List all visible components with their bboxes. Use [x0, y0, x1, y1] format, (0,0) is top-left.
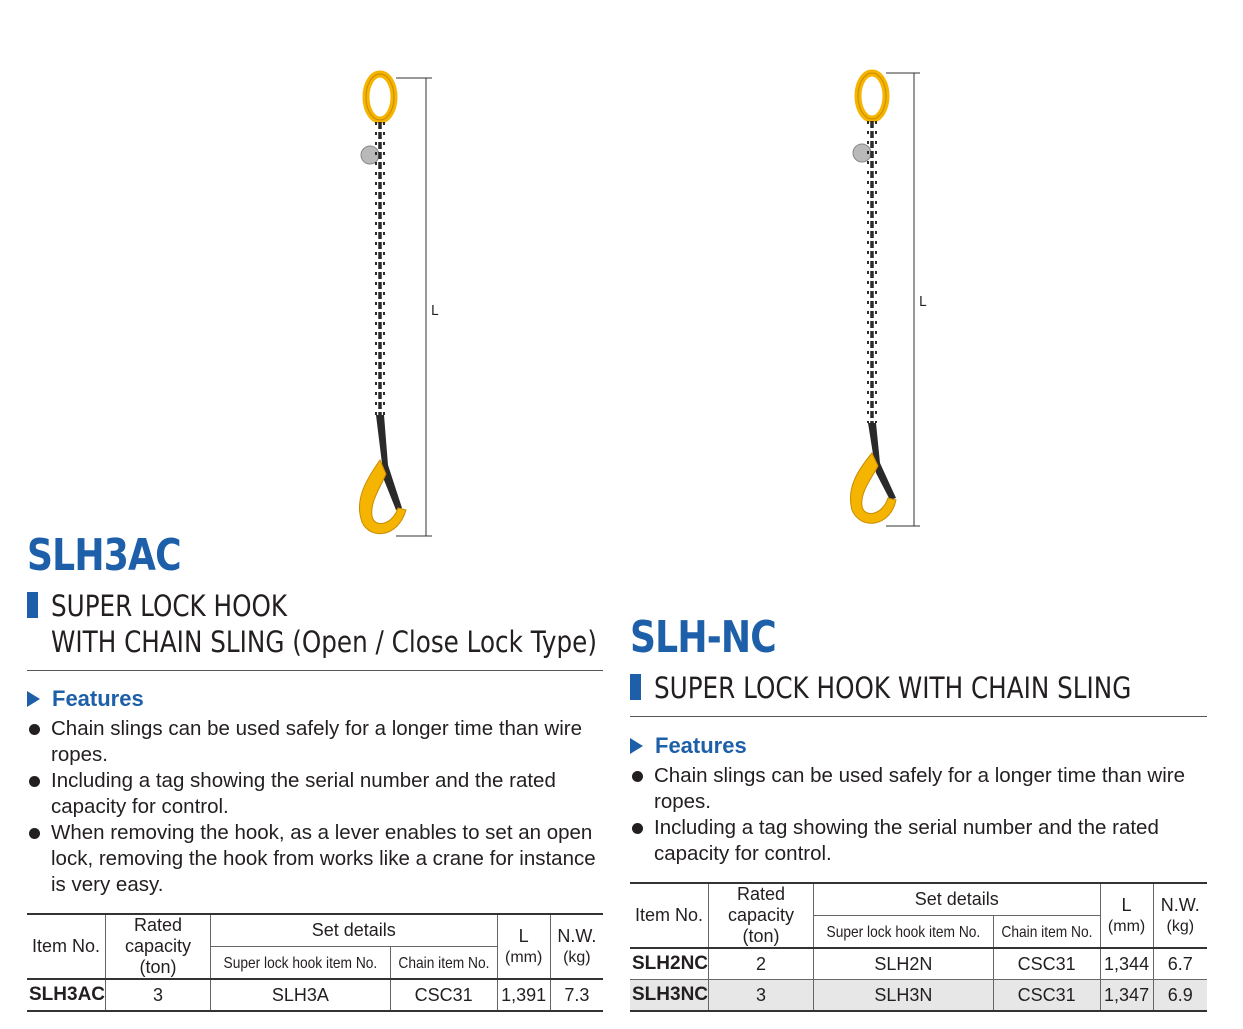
- product-code: SLH-NC: [630, 612, 776, 663]
- features-list: [27, 716, 607, 898]
- feature-item: Chain slings can be used safely for a longer time than wire ropes.: [630, 763, 1210, 815]
- header-hook-item-no: Super lock hook item No.: [813, 916, 993, 949]
- cell-hook: SLH3N: [813, 980, 993, 1012]
- title-line-1: SUPER LOCK HOOK: [51, 589, 288, 623]
- header-item-no: Item No.: [27, 914, 106, 979]
- cell-item: SLH3NC: [630, 980, 709, 1012]
- chain-sling-image: [830, 68, 950, 530]
- feature-item: Including a tag showing the serial number and the rated capacity for control.: [27, 768, 607, 820]
- header-length: L (mm): [1100, 883, 1153, 948]
- header-item-no: Item No.: [630, 883, 709, 948]
- features-section: [630, 733, 1210, 867]
- chain-sling-open-close-image: [340, 70, 460, 540]
- header-set-details: Set details: [210, 914, 497, 947]
- spec-table: [630, 882, 1207, 1012]
- cell-capacity: 3: [106, 979, 211, 1011]
- title-accent-bar: [27, 592, 38, 618]
- title-line: SUPER LOCK HOOK WITH CHAIN SLING: [654, 671, 1132, 705]
- bullet-icon: [29, 776, 40, 787]
- cell-chain: CSC31: [390, 979, 497, 1011]
- cell-length: 1,391: [497, 979, 550, 1011]
- header-chain-item-no: Chain item No.: [993, 916, 1100, 949]
- cell-hook: SLH3A: [210, 979, 390, 1011]
- header-net-weight: N.W. (kg): [1153, 883, 1207, 948]
- triangle-right-icon: [630, 738, 643, 754]
- features-heading: Features: [27, 686, 607, 712]
- cell-weight: 6.9: [1153, 980, 1207, 1012]
- cell-chain: CSC31: [993, 980, 1100, 1012]
- feature-item: Chain slings can be used safely for a longer time than wire ropes.: [27, 716, 607, 768]
- title-accent-bar: [630, 674, 641, 700]
- features-section: [27, 686, 607, 898]
- spec-table: [27, 913, 603, 1012]
- header-length: L (mm): [497, 914, 550, 979]
- product-code: SLH3AC: [27, 530, 181, 581]
- bullet-icon: [29, 724, 40, 735]
- title-line-2: WITH CHAIN SLING (Open / Close Lock Type): [51, 625, 597, 659]
- feature-item: Including a tag showing the serial number and the rated capacity for control.: [630, 815, 1210, 867]
- header-chain-item-no: Chain item No.: [390, 947, 497, 980]
- cell-length: 1,347: [1100, 980, 1153, 1012]
- header-hook-item-no: Super lock hook item No.: [210, 947, 390, 980]
- dimension-label-L: L: [919, 295, 927, 310]
- cell-capacity: 3: [709, 980, 814, 1012]
- cell-length: 1,344: [1100, 948, 1153, 980]
- features-heading: Features: [630, 733, 1210, 759]
- divider: [27, 670, 603, 671]
- table-row: [630, 980, 1207, 1012]
- feature-item: When removing the hook, as a lever enables to set an open lock, removing the hook from works like a crane for instance is very easy.: [27, 820, 607, 898]
- cell-chain: CSC31: [993, 948, 1100, 980]
- cell-item: SLH2NC: [630, 948, 709, 980]
- header-set-details: Set details: [813, 883, 1100, 916]
- cell-weight: 7.3: [550, 979, 603, 1011]
- bullet-icon: [632, 771, 643, 782]
- divider: [630, 716, 1207, 717]
- bullet-icon: [29, 828, 40, 839]
- triangle-right-icon: [27, 691, 40, 707]
- header-rated-capacity: Rated capacity (ton): [709, 883, 814, 948]
- cell-item: SLH3AC: [27, 979, 106, 1011]
- cell-hook: SLH2N: [813, 948, 993, 980]
- bullet-icon: [632, 823, 643, 834]
- header-rated-capacity: Rated capacity (ton): [106, 914, 211, 979]
- dimension-label-L: L: [431, 304, 439, 319]
- table-row: [630, 948, 1207, 980]
- features-list: [630, 763, 1210, 867]
- header-net-weight: N.W. (kg): [550, 914, 603, 979]
- cell-capacity: 2: [709, 948, 814, 980]
- cell-weight: 6.7: [1153, 948, 1207, 980]
- table-row: [27, 979, 603, 1011]
